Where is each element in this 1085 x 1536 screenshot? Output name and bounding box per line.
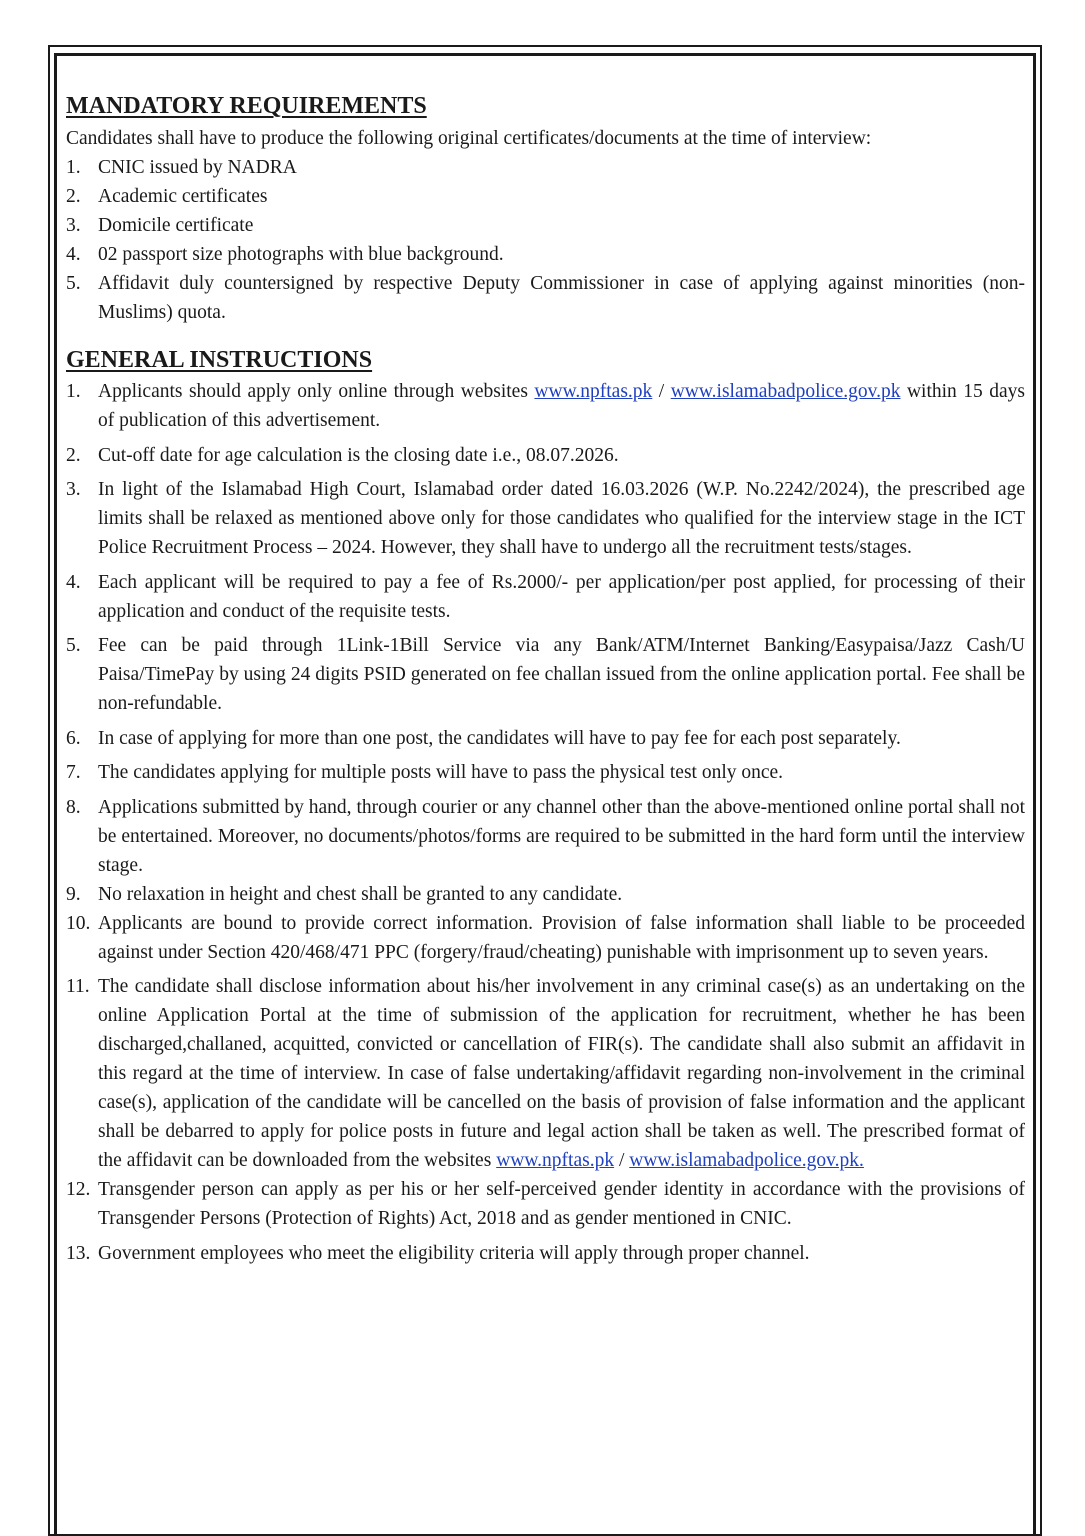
instruction-item-7: 7. The candidates applying for multiple posts will have to pass the physical test only once.	[66, 762, 784, 783]
npftas-link[interactable]: www.npftas.pk	[496, 1150, 615, 1171]
instruction-item-3: 3. In light of the Islamabad High Court, Islamabad order dated 16.03.2026 (W.P. No.2242/2024), the prescribed age limits shall be relaxed as mentioned above only for those candidates who qualified for the interview stage in the ICT Police Recruitment Process – 2024. However, they shall have to undergo all the recruitment tests/stages.	[66, 479, 1025, 558]
mandatory-item: 4. 02 passport size photographs with blue background.	[66, 244, 504, 265]
instruction-item-4: 4. Each applicant will be required to pay a fee of Rs.2000/- per application/per post applied, for processing of their application and conduct of the requisite tests.	[66, 571, 1025, 622]
general-instructions-heading: GENERAL INSTRUCTIONS	[66, 347, 373, 373]
mandatory-requirements-heading: MANDATORY REQUIREMENTS	[66, 93, 427, 119]
islamabad-police-link[interactable]: www.islamabadpolice.gov.pk.	[629, 1150, 864, 1171]
instruction-item-6: 6. In case of applying for more than one post, the candidates will have to pay fee for each post separately.	[66, 727, 901, 749]
mandatory-item: 5. Affidavit duly countersigned by respective Deputy Commissioner in case of applying against minorities (non-Muslims) quota.	[66, 273, 1025, 323]
mandatory-item: 2. Academic certificates	[66, 186, 268, 207]
islamabad-police-link[interactable]: www.islamabadpolice.gov.pk	[670, 381, 901, 402]
instruction-item-10: 10. Applicants are bound to provide correct information. Provision of false information shall liable to be proceeded against under Section 420/468/471 PPC (forgery/fraud/cheating) punishable with imprisonment up to seven years.	[66, 912, 1025, 963]
instruction-item-12: 12. Transgender person can apply as per his or her self-perceived gender identity in accordance with the provisions of Transgender Persons (Protection of Rights) Act, 2018 and as gender mentioned in CNIC.	[66, 1179, 1025, 1229]
mandatory-intro: Candidates shall have to produce the following original certificates/documents at the time of interview:	[66, 128, 872, 149]
mandatory-item: 3. Domicile certificate	[66, 215, 254, 236]
instruction-item-8: 8. Applications submitted by hand, through courier or any channel other than the above-mentioned online portal shall not be entertained. Moreover, no documents/photos/forms are required to be submitted in the hard form until the interview stage.	[66, 796, 1025, 876]
instruction-item-1: 1. Applicants should apply only online through websites www.npftas.pk / www.islamabadpolice.gov.pk within 15 days of publication of this advertisement.	[66, 381, 1026, 431]
npftas-link[interactable]: www.npftas.pk	[534, 381, 653, 402]
instruction-item-11: 11. The candidate shall disclose information about his/her involvement in any criminal case(s) as an undertaking on the online Application Portal at the time of submission of the application for recruitment, whether he has been discharged,challaned, acquitted, convicted or cancellation of FIR(s). The candidate shall also submit an affidavit in this regard at the time of interview. In case of false undertaking/affidavit regarding non-involvement in the criminal case(s), application of the candidate will be cancelled on the basis of provision of false information and the applicant shall be debarred to apply for police posts in future and legal action shall be taken as well. The prescribed format of the affidavit can be downloaded from the websites www.npftas.pk / www.islamabadpolice.gov.pk.	[66, 976, 1025, 1171]
instruction-item-5: 5. Fee can be paid through 1Link-1Bill Service via any Bank/ATM/Internet Banking/Easypaisa/Jazz Cash/U Paisa/TimePay by using 24 digits PSID generated on fee challan issued from the online application portal. Fee shall be non-refundable.	[66, 635, 1025, 714]
instruction-item-2: 2. Cut-off date for age calculation is the closing date i.e., 08.07.2026.	[66, 444, 619, 466]
document-body	[66, 91, 1025, 1268]
general-instructions-list	[66, 377, 1025, 1268]
instruction-item-13: 13. Government employees who meet the eligibility criteria will apply through proper channel.	[66, 1242, 810, 1264]
mandatory-item: 1. CNIC issued by NADRA	[66, 157, 297, 178]
instruction-item-9: 9. No relaxation in height and chest shall be granted to any candidate.	[66, 883, 623, 905]
mandatory-list	[66, 153, 1025, 327]
